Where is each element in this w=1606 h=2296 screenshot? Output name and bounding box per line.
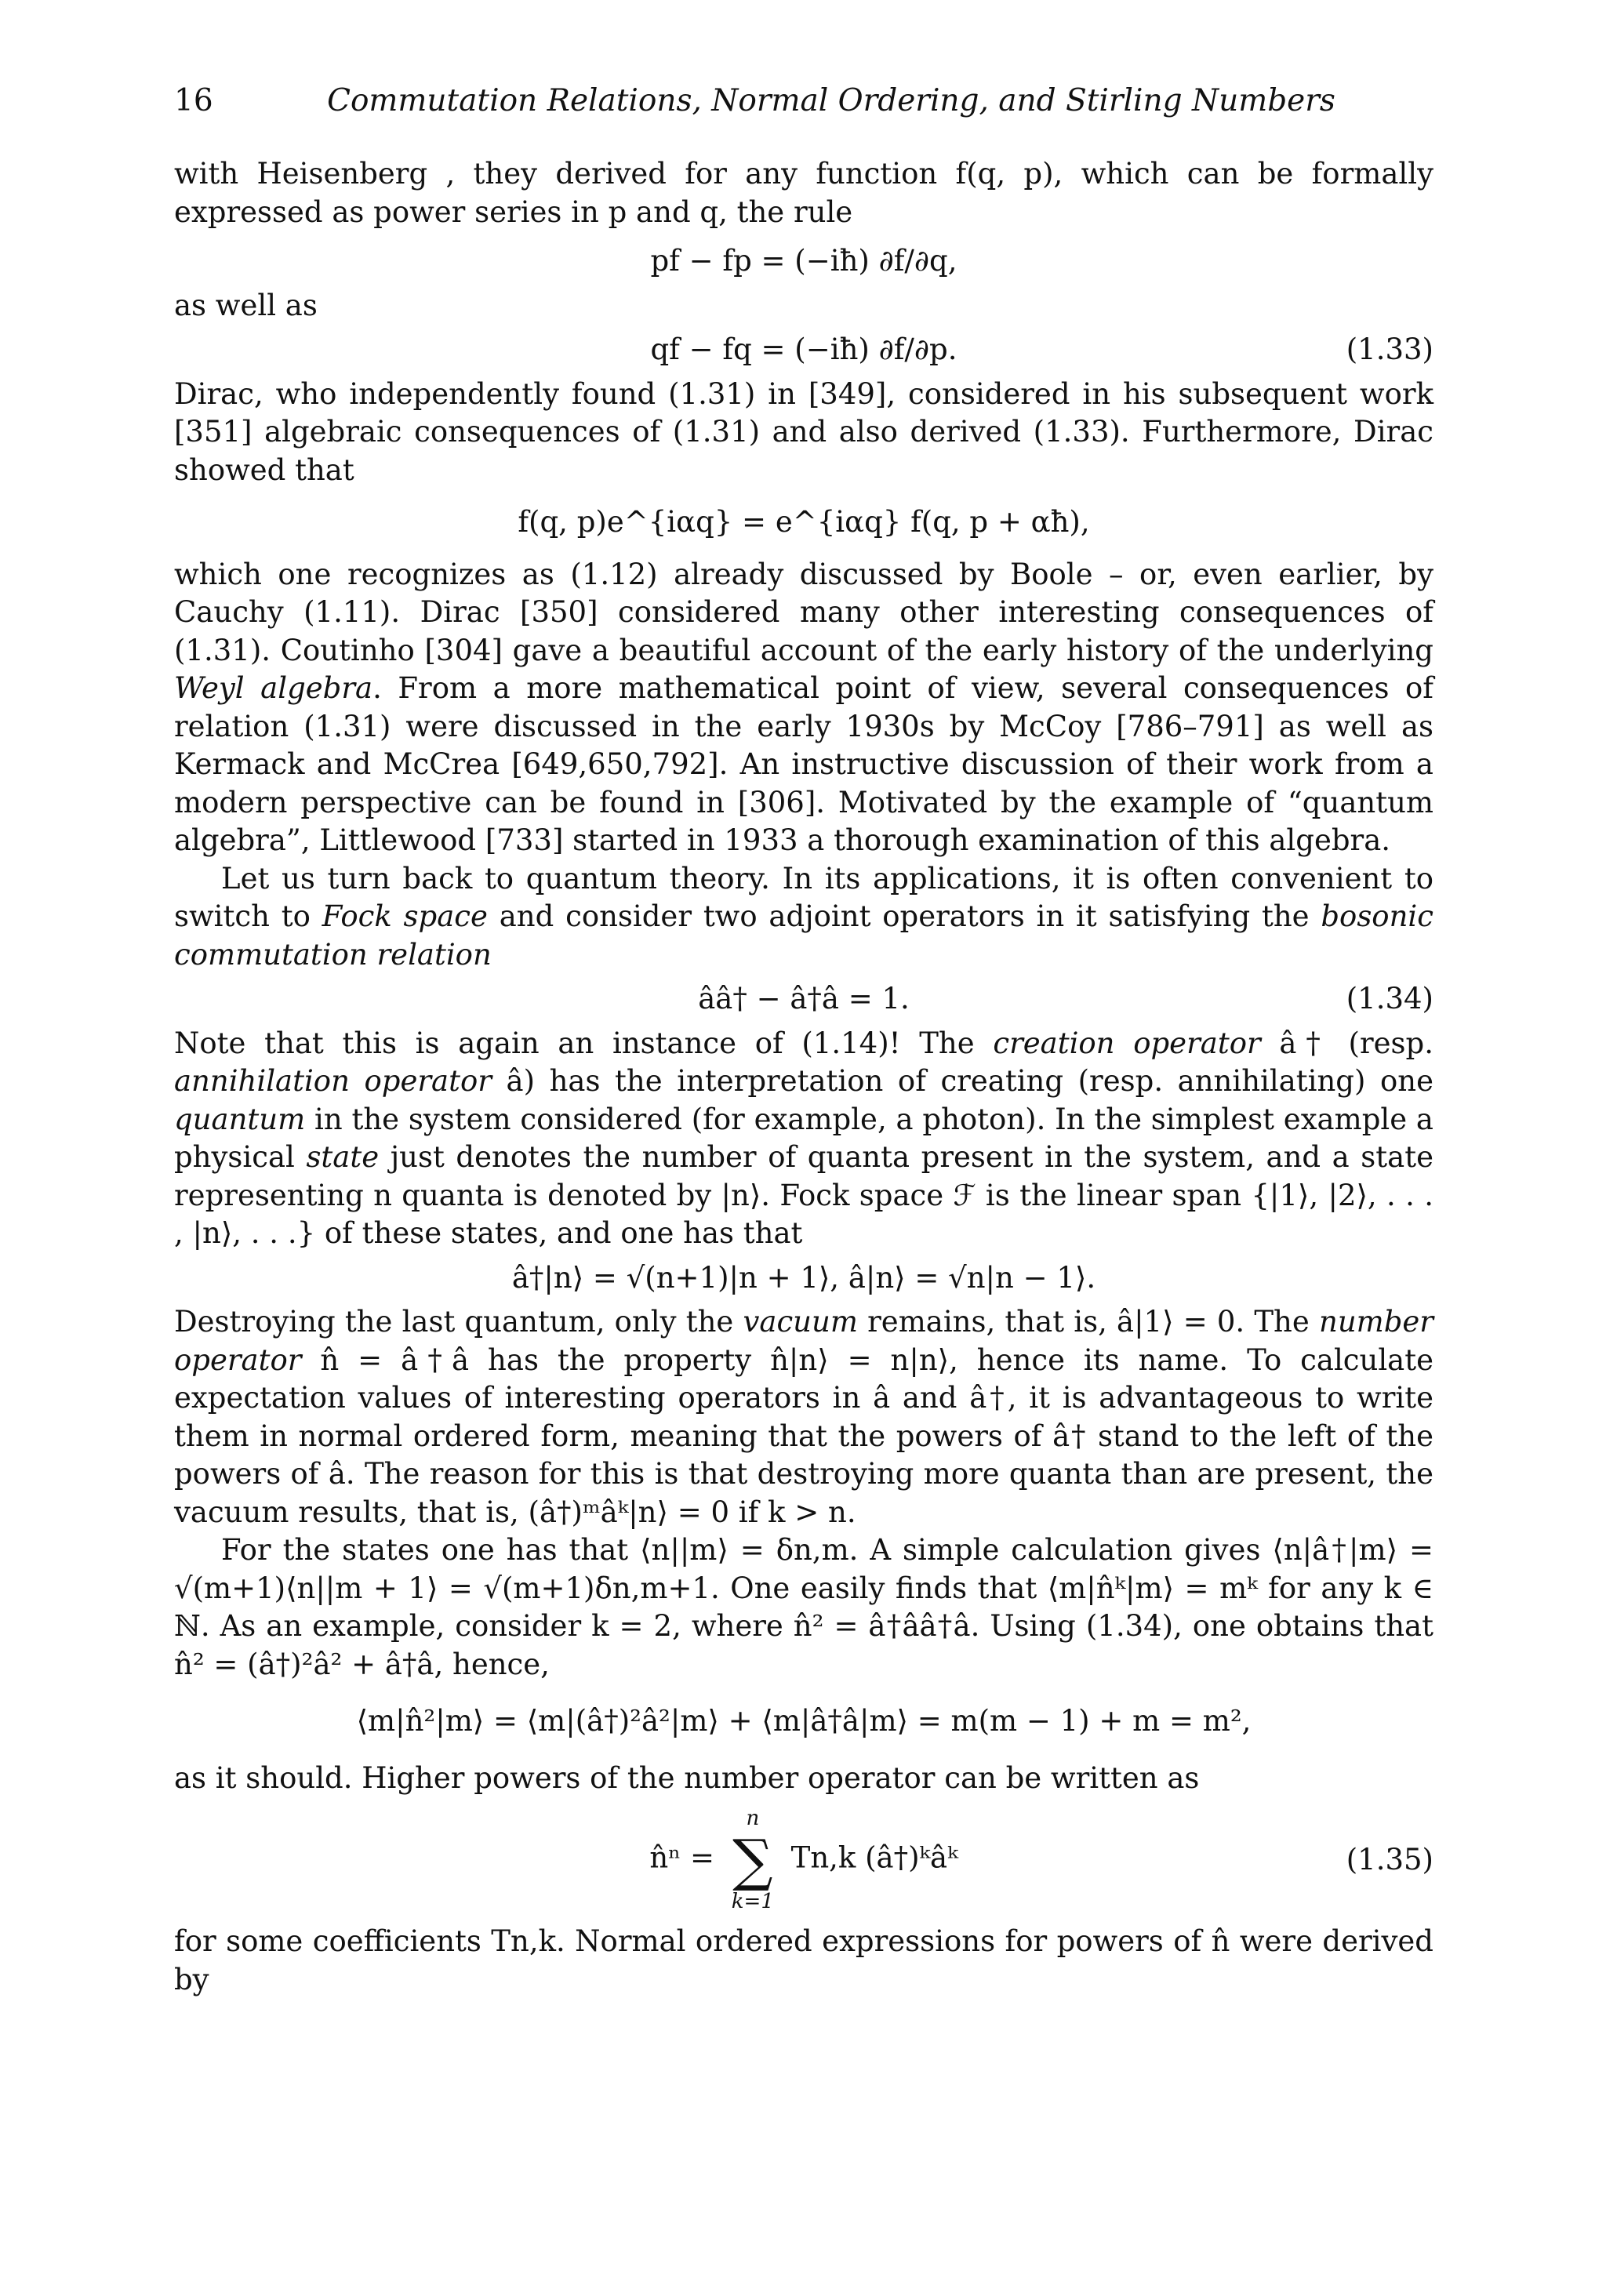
paragraph: For the states one has that ⟨n||m⟩ = δn,m. A simple calculation gives ⟨n|â†|m⟩ = √(m+1)⟨n||m + 1⟩ = √(m+1)δn,m+1. One easily finds that ⟨m|n̂ᵏ|m⟩ = mᵏ for any k ∈ ℕ. As an example, consider k = 2, where n̂² = â†ââ†â. Using (1.34), one obtains that n̂² = (â†)²â² + â†â, hence, <box>174 1533 1433 1681</box>
equation <box>174 1702 1433 1741</box>
emphasis-term: vacuum <box>743 1305 858 1339</box>
equation-number: (1.35) <box>1346 1842 1433 1876</box>
paragraph: as well as <box>174 288 318 322</box>
summation-lower-limit: k=1 <box>731 1890 774 1913</box>
emphasis-term: bosonic commutation relation <box>174 899 1433 972</box>
text-run: n̂ = â†â has the property n̂|n⟩ = n|n⟩, hence its name. To calculate expectation values of interesting operators in â and â†, it is advantageous to write them in normal ordered form, meaning that the powers of â† stand to the left of the powers of â. The reason for this is that destroying more quanta than are present, the vacuum results, that is, (â†)ᵐâᵏ|n⟩ = 0 if k > n. <box>174 1342 1433 1529</box>
text-run: â) has the interpretation of creating (resp. annihilating) one <box>491 1064 1433 1098</box>
equation-formula: ââ† − â†â = 1. <box>698 982 910 1015</box>
page-number: 16 <box>174 83 213 118</box>
equation <box>174 242 1433 281</box>
equation-number: (1.34) <box>1346 982 1433 1015</box>
emphasis-term: number operator <box>174 1305 1433 1377</box>
paragraph <box>174 1303 1433 1531</box>
equation-1-34 <box>174 980 1433 1019</box>
paragraph: with Heisenberg , they derived for any function f(q, p), which can be formally expressed as power series in p and q, the rule <box>174 157 1433 229</box>
equation-formula: pf − fp = (−iħ) ∂f/∂q, <box>650 244 957 278</box>
equation-lhs: n̂ⁿ = <box>649 1840 715 1875</box>
emphasis-term: state <box>306 1140 380 1174</box>
equation <box>174 1259 1433 1298</box>
equation-formula: qf − fq = (−iħ) ∂f/∂p. <box>650 332 957 366</box>
equation-1-35 <box>174 1805 1433 1915</box>
equation-formula: ⟨m|n̂²|m⟩ = ⟨m|(â†)²â²|m⟩ + ⟨m|â†â|m⟩ = m(m − 1) + m = m², <box>356 1704 1252 1738</box>
text-run: Destroying the last quantum, only the <box>174 1305 743 1339</box>
equation-number: (1.33) <box>1346 332 1433 366</box>
paragraph: as it should. Higher powers of the number operator can be written as <box>174 1760 1200 1795</box>
summation-sign: ∑ <box>732 1827 773 1893</box>
text-run: . From a more mathematical point of view, several consequences of relation (1.31) were discussed in the early 1930s by McCoy [786–791] as well as Kermack and McCrea [649,650,792]. An instructive discussion of their work from a modern perspective can be found in [306]. Motivated by the example of “quantum algebra”, Littlewood [733] started in 1933 a thorough examination of this algebra. <box>174 671 1434 857</box>
page-header <box>174 83 1433 130</box>
text-run: Note that this is again an instance of (1.14)! The <box>174 1026 994 1060</box>
equation-formula: f(q, p)e^{iαq} = e^{iαq} f(q, p + αħ), <box>518 505 1090 539</box>
emphasis-term: creation operator <box>993 1026 1261 1060</box>
equation <box>174 503 1433 542</box>
text-run: â† (resp. <box>1260 1026 1433 1060</box>
summation-upper-limit: n <box>746 1807 760 1830</box>
equation-rhs: Tn,k (â†)ᵏâᵏ <box>790 1840 958 1875</box>
text-run: remains, that is, â|1⟩ = 0. The <box>857 1305 1319 1339</box>
emphasis-term: quantum <box>174 1102 306 1136</box>
text-run: just denotes the number of quanta present in the system, and a state representing n quanta is denoted by |n⟩. Fock space ℱ is the linear span {|1⟩, |2⟩, . . . , |n⟩, . . .} of these states, and one has that <box>174 1140 1433 1250</box>
paragraph: for some coefficients Tn,k. Normal ordered expressions for powers of n̂ were derived by <box>174 1924 1433 1996</box>
paragraph <box>174 860 1433 975</box>
running-title: Commutation Relations, Normal Ordering, and Stirling Numbers <box>327 83 1335 118</box>
text-run: and consider two adjoint operators in it satisfying the <box>487 899 1321 933</box>
text-run: Let us turn back to quantum theory. In its applications, it is often convenient to switch to <box>174 861 1433 933</box>
emphasis-term: Weyl algebra <box>174 671 373 705</box>
paragraph: Dirac, who independently found (1.31) in [349], considered in his subsequent work [351] algebraic consequences of (1.31) and also derived (1.33). Furthermore, Dirac showed that <box>174 376 1433 487</box>
paragraph <box>174 1025 1433 1253</box>
emphasis-term: annihilation operator <box>174 1064 492 1098</box>
paragraph <box>174 556 1433 860</box>
text-run: which one recognizes as (1.12) already discussed by Boole – or, even earlier, by Cauchy (1.11). Dirac [350] considered many other interesting consequences of (1.31). Coutinho [304] gave a beautiful account of the early history of the underlying <box>174 557 1433 667</box>
summation <box>732 1805 774 1915</box>
equation-1-33 <box>174 331 1433 369</box>
emphasis-term: Fock space <box>322 899 488 933</box>
text-run: in the system considered (for example, a photon). In the simplest example a physical <box>174 1102 1433 1174</box>
body-text <box>174 155 1433 1999</box>
equation-formula: â†|n⟩ = √(n+1)|n + 1⟩, â|n⟩ = √n|n − 1⟩. <box>511 1260 1096 1295</box>
